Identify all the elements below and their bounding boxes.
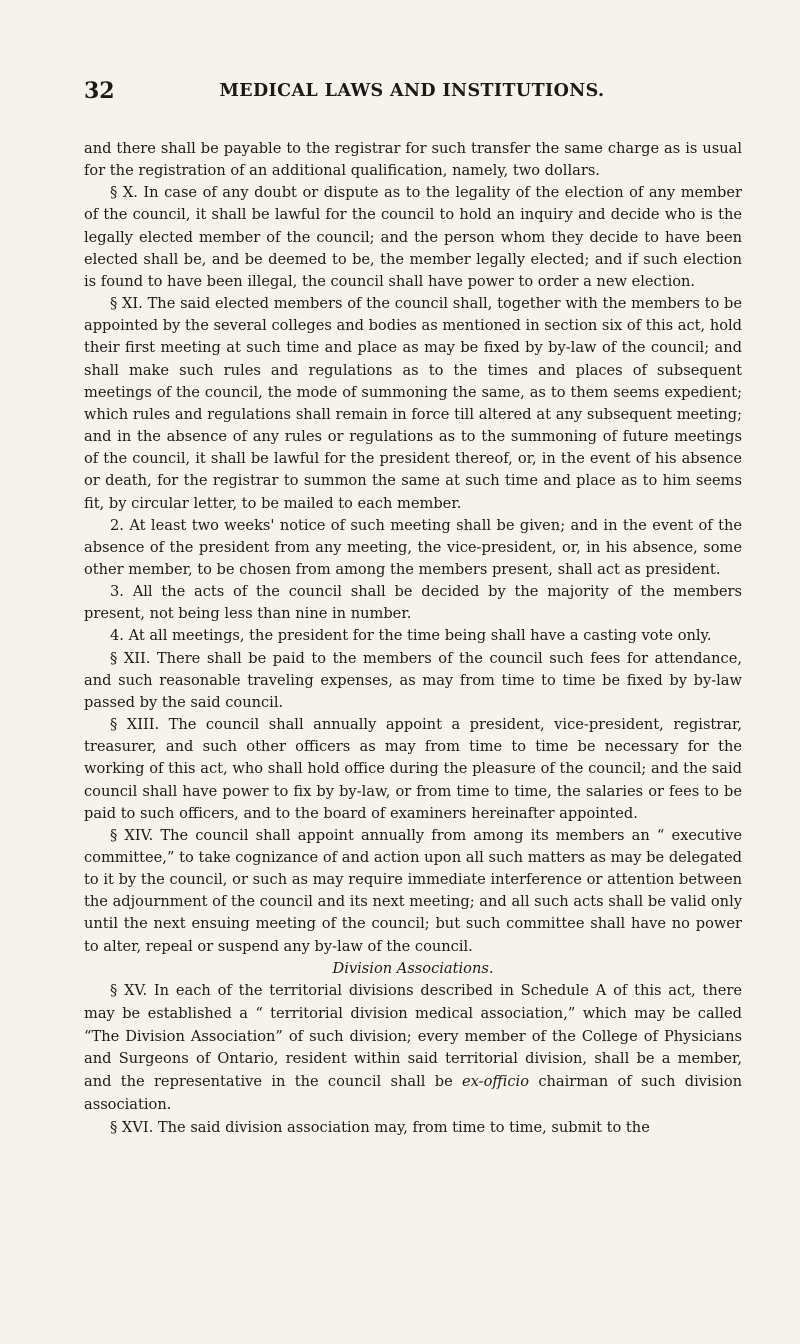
page-header bbox=[84, 78, 740, 110]
subsection-4-paragraph: 4. At all meetings, the president for the time being shall have a casting vote only. bbox=[110, 627, 712, 645]
section-xi-paragraph: § XI. The said elected members of the council shall, together with the members to be appointed by the several colleges and bodies as mentioned in section six of this act, hold their first meeting at such time and place as may be fixed by by-law of the council; and shall make such rules and regulations as to the times and places of subsequent meetings of the council, the mode of summoning the same, as to them seems expedient; which rules and regulations shall remain in force till altered at any subsequent meeting; and in the absence of any rules or regulations as to the summoning of future meetings of the council, it shall be lawful for the president thereof, or, in the event of his absence or death, for the registrar to summon the same at such time and place as to him seems fit, by circular letter, to be mailed to each member. bbox=[84, 295, 743, 512]
section-xv-text-end: chairman of such division association. bbox=[84, 1073, 743, 1113]
section-xvi-paragraph: § XVI. The said division association may, from time to time, submit to the bbox=[110, 1118, 650, 1136]
ex-officio-term: ex-officio bbox=[462, 1073, 529, 1091]
running-head: MEDICAL LAWS AND INSTITUTIONS. bbox=[219, 81, 605, 101]
section-xii-paragraph: § XII. There shall be paid to the members of the council such fees for attendance, and such reasonable traveling expenses, as may from time to time be fixed by by-law passed by the said council. bbox=[84, 649, 742, 711]
section-heading: Division Associations. bbox=[332, 959, 494, 977]
paragraph-continuation: and there shall be payable to the registrar for such transfer the same charge as is usual for the registration of an additional qualification, namely, two dollars. bbox=[84, 140, 742, 180]
page-number: 32 bbox=[84, 78, 115, 104]
subsection-2-paragraph: 2. At least two weeks' notice of such meeting shall be given; and in the event of the absence of the president from any meeting, the vice-president, or, in his absence, some other member, to be chosen from among the members present, shall act as president. bbox=[84, 516, 742, 578]
section-xiv-paragraph: § XIV. The council shall appoint annually from among its members an “ executive committee,” to take cognizance of and action upon all such matters as may be delegated to it by the council, or such as may require immediate interference or attention between the adjournment of the council and its next meeting; and all such acts shall be valid only until the next ensuing meeting of the council; but such committee shall have no power to alter, repeal or suspend any by-law of the council. bbox=[84, 826, 742, 955]
section-xv-text: § XV. In each of the territorial divisions described in Schedule A of this act, there may be established a “ territorial division medical association,” which may be called “The Division Association” of such division; every member of the College of Physicians and Surgeons of Ontario, resident within said territorial division, shall be a member, and the representative in the council shall be bbox=[84, 981, 742, 1091]
subsection-3-paragraph: 3. All the acts of the council shall be decided by the majority of the members present, not being less than nine in number. bbox=[84, 583, 742, 623]
section-xiii-paragraph: § XIII. The council shall annually appoint a president, vice-president, registrar, treasurer, and such other officers as may from time to time be necessary for the working of this act, who shall hold office during the pleasure of the council; and the said council shall have power to fix by by-law, or from time to time, the salaries or fees to be paid to such officers, and to the board of examiners hereinafter appointed. bbox=[84, 716, 742, 822]
section-xv-paragraph bbox=[84, 980, 742, 1117]
body-text bbox=[84, 138, 742, 1139]
section-x-paragraph: § X. In case of any doubt or dispute as to the legality of the election of any member of the council, it shall be lawful for the council to hold an inquiry and decide who is the legally elected member of the council; and the person whom they decide to have been elected shall be, and be deemed to be, the member legally elected; and if such election is found to have been illegal, the council shall have power to order a new election. bbox=[84, 184, 742, 290]
